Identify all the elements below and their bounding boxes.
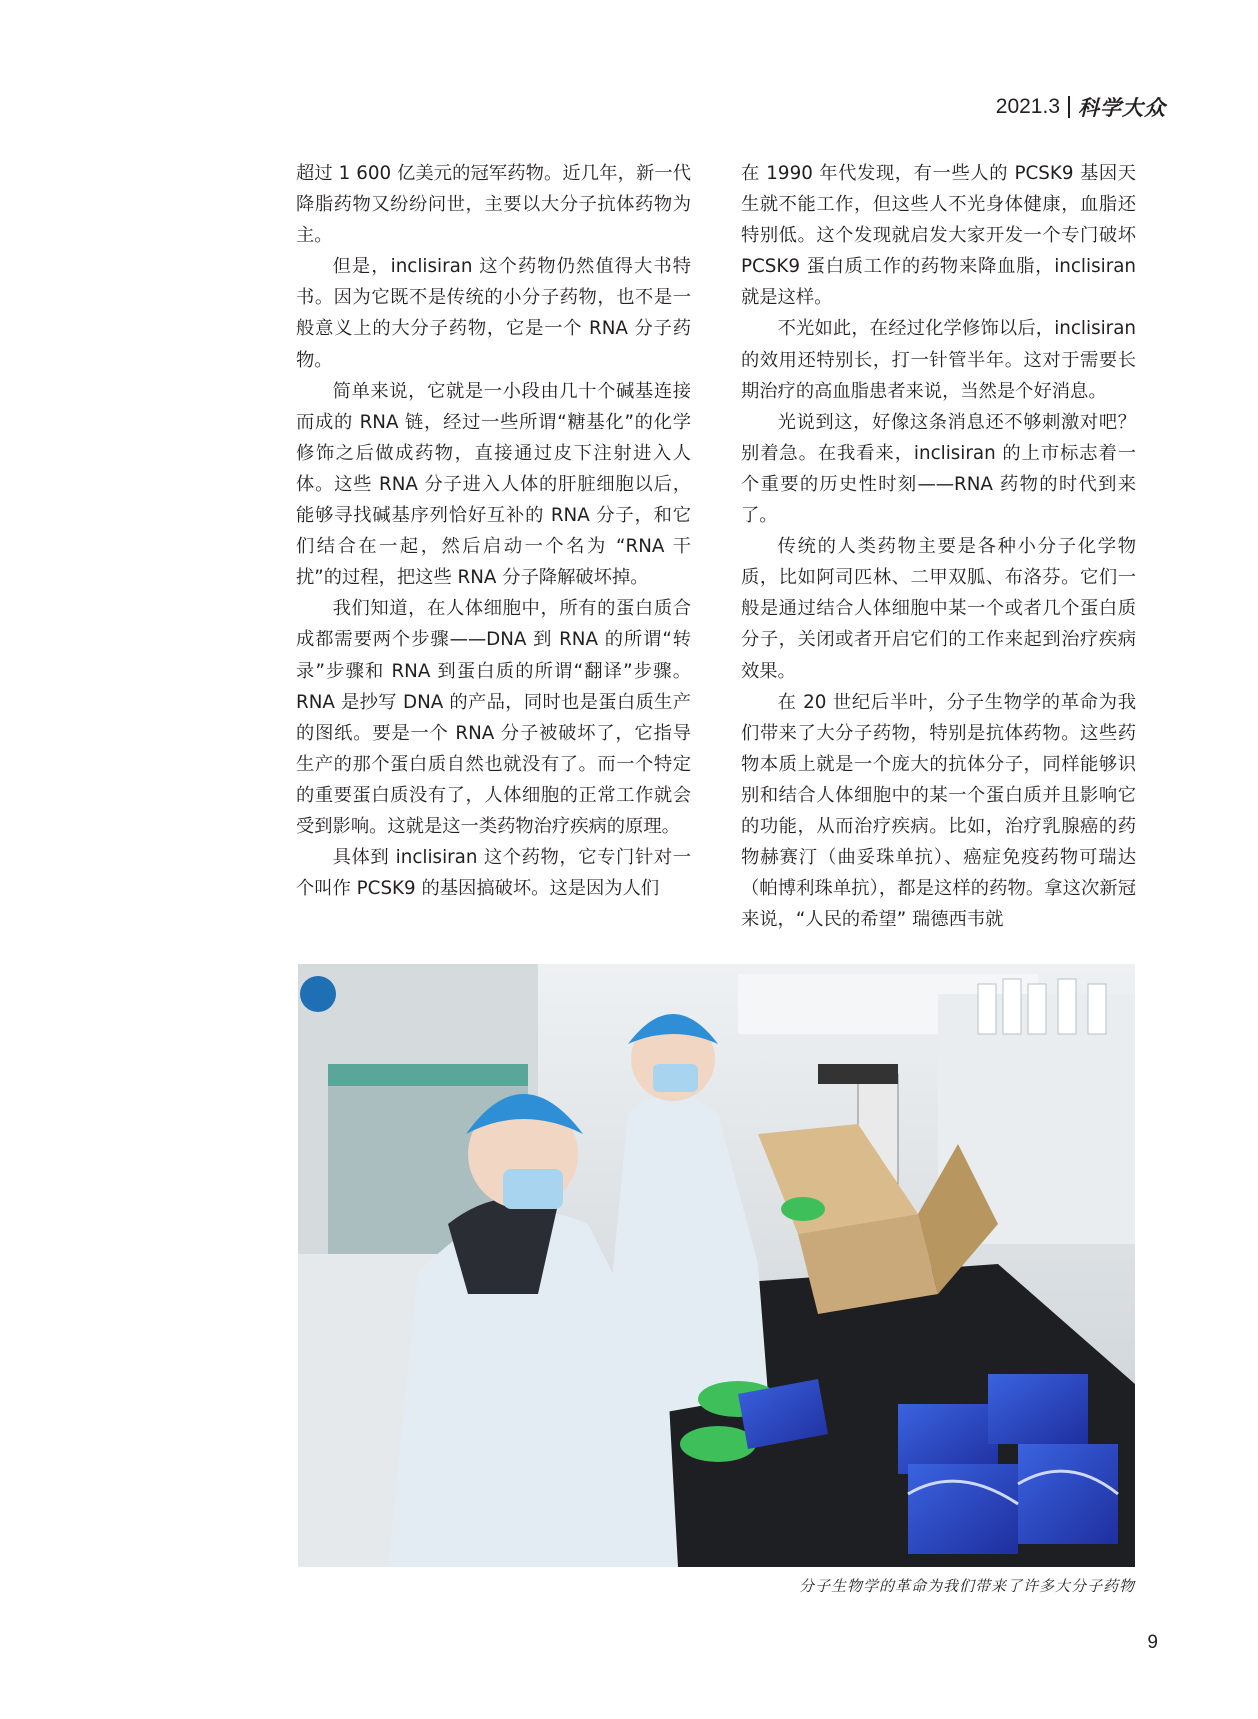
researcher-front-mask bbox=[503, 1169, 563, 1209]
paragraph: 我们知道，在人体细胞中，所有的蛋白质合成都需要两个步骤——DNA 到 RNA 的所谓“转录”步骤和 RNA 到蛋白质的所谓“翻译”步骤。RNA 是抄写 DNA 的产品，同时也是蛋白质生产的图纸。要是一个 RNA 分子被破坏了，它指导生产的那个蛋白质自然也就没有了。而一个特定的重要蛋白质没有了，人体细胞的正常工作就会受到影响。这就是这一类药物治疗疾病的原理。 bbox=[296, 598, 691, 837]
lab-sticker-icon bbox=[300, 976, 336, 1012]
microscope-head bbox=[818, 1064, 898, 1084]
paragraph: 但是，inclisiran 这个药物仍然值得大书特书。因为它既不是传统的小分子药物，也不是一般意义上的大分子药物，它是一个 RNA 分子药物。 bbox=[296, 256, 691, 371]
paragraph: 在 1990 年代发现，有一些人的 PCSK9 基因天生就不能工作，但这些人不光身体健康，血脂还特别低。这个发现就启发大家开发一个专门破坏 PCSK9 蛋白质工作的药物来降血脂，inclisiran 就是这样。 bbox=[741, 163, 1136, 309]
researcher-back-glove bbox=[781, 1197, 825, 1221]
issue-number: 2021.3 bbox=[995, 95, 1060, 118]
magazine-title: 科学大众 bbox=[1078, 95, 1166, 120]
paragraph: 简单来说，它就是一小段由几十个碱基连接而成的 RNA 链，经过一些所谓“糖基化”的化学修饰之后做成药物，直接通过皮下注射进入人体。这些 RNA 分子进入人体的肝脏细胞以后，能够寻找碱基序列恰好互补的 RNA 分子，和它们结合在一起，然后启动一个名为 “RNA 干扰”的过程，把这些 RNA 分子降解破坏掉。 bbox=[296, 380, 691, 589]
researcher-back-mask bbox=[653, 1064, 698, 1092]
page-number: 9 bbox=[1147, 1632, 1158, 1653]
paragraph: 光说到这，好像这条消息还不够刺激对吧？别着急。在我看来，inclisiran 的上市标志着一个重要的历史性时刻——RNA 药物的时代到来了。 bbox=[741, 411, 1136, 527]
right-text-column bbox=[741, 158, 1136, 935]
paragraph: 具体到 inclisiran 这个药物，它专门针对一个叫作 PCSK9 的基因搞破坏。这是因为人们 bbox=[296, 847, 691, 900]
photo-caption: 分子生物学的革命为我们带来了许多大分子药物 bbox=[798, 1577, 1135, 1595]
paragraph: 超过 1 600 亿美元的冠军药物。近几年，新一代降脂药物又纷纷问世，主要以大分子抗体药物为主。 bbox=[296, 163, 691, 247]
paragraph: 传统的人类药物主要是各种小分子化学物质，比如阿司匹林、二甲双胍、布洛芬。它们一般是通过结合人体细胞中某一个或者几个蛋白质分子，关闭或者开启它们的工作来起到治疗疾病效果。 bbox=[741, 536, 1136, 682]
paragraph: 不光如此，在经过化学修饰以后，inclisiran 的效用还特别长，打一针管半年。这对于需要长期治疗的高血脂患者来说，当然是个好消息。 bbox=[741, 318, 1136, 402]
lab-photo-illustration bbox=[298, 964, 1135, 1567]
page-header bbox=[996, 92, 1166, 122]
header-divider bbox=[1068, 96, 1070, 118]
lab-photo bbox=[298, 964, 1135, 1567]
researcher-front-glove-right bbox=[680, 1426, 756, 1462]
hood-band bbox=[328, 1064, 528, 1086]
paragraph: 在 20 世纪后半叶，分子生物学的革命为我们带来了大分子药物，特别是抗体药物。这些药物本质上就是一个庞大的抗体分子，同样能够识别和结合人体细胞中的某一个蛋白质并且影响它的功能，从而治疗疾病。比如，治疗乳腺癌的药物赫赛汀（曲妥珠单抗）、癌症免疫药物可瑞达（帕博利珠单抗），都是这样的药物。拿这次新冠来说，“人民的希望” 瑞德西韦就 bbox=[741, 691, 1136, 931]
left-text-column bbox=[296, 158, 691, 904]
